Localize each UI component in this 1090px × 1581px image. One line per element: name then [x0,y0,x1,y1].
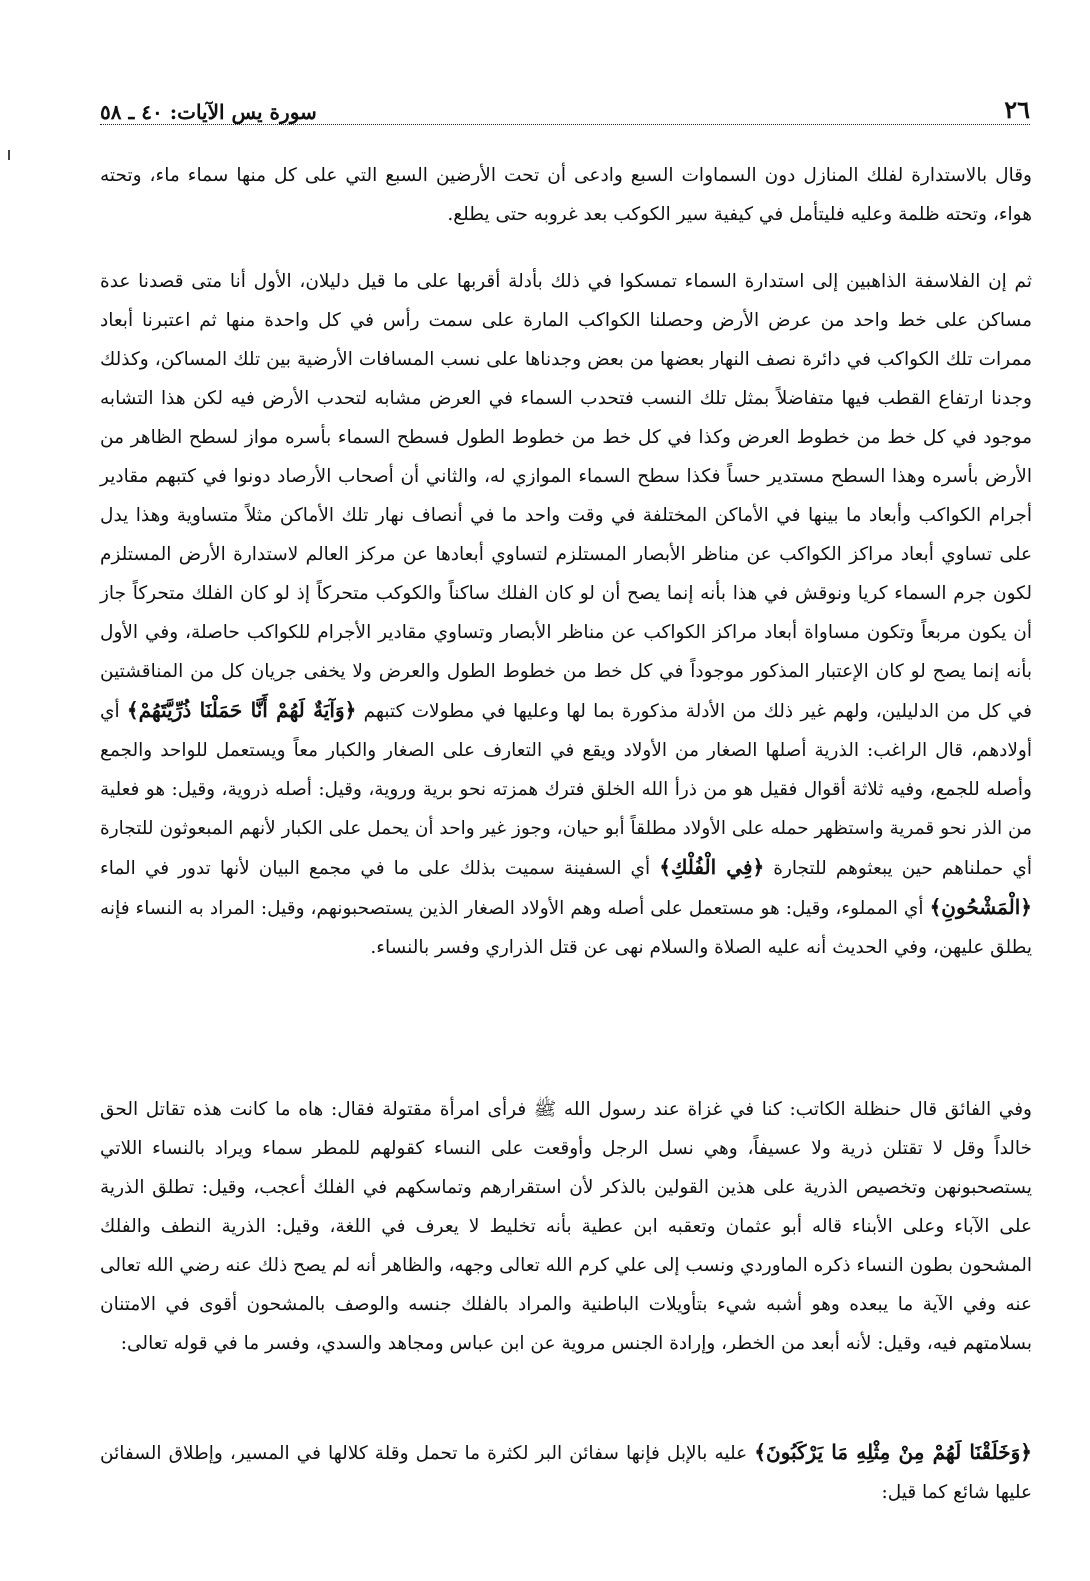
paragraph-3-text: وفي الفائق قال حنظلة الكاتب: كنا في غزاة عند رسول الله ﷺ فرأى امرأة مقتولة فقال: هاه ما كانت هذه تقاتل الحق خالداً وقل لا تقتلن ذرية ولا عسيفاً، وهي نسل الرجل وأوقعت على النساء كقولهم للمطر سماء ويراد بالنساء اللاتي يستصحبونهن وتخصيص الذرية على هذين القولين بالذكر لأن استقرارهم وتماسكهم في الفلك أعجب، وقيل: تطلق الذرية على الآباء وعلى الأبناء قاله أبو عثمان وتعقبه ابن عطية بأنه تخليط لا يعرف في اللغة، وقيل: الذرية النطف والفلك المشحون بطون النساء ذكره الماوردي ونسب إلى علي كرم الله تعالى وجهه، والظاهر أنه لم يصح ذلك عنه رضي الله تعالى عنه وفي الآية ما يبعده وهو أشبه شيء بتأويلات الباطنية والمراد بالفلك جنسه والوصف بالمشحون أقوى في الامتنان بسلامتهم فيه، وقيل: لأنه أبعد من الخطر، وإرادة الجنس مروية عن ابن عباس ومجاهد والسدي، وفسر ما في قوله تعالى: [100,1099,1032,1354]
paragraph-2-part-1: ثم إن الفلاسفة الذاهبين إلى استدارة السماء تمسكوا في ذلك بأدلة أقربها على ما قيل دليلان، الأول أنا متى قصدنا عدة مساكن على خط واحد من عرض الأرض وحصلنا الكواكب المارة على سمت رأس في كل واحدة منها ثم اعتبرنا أبعاد ممرات تلك الكواكب في دائرة نصف النهار بعضها من بعض وجدناها على نسب المسافات الأرضية بين تلك المساكن، وكذلك وجدنا ارتفاع القطب فيها متفاضلاً بمثل تلك النسب فتحدب السماء في العرض مشابه لتحدب الأرض فيه لكن هذا التشابه موجود في كل خط من خطوط العرض وكذا في كل خط من خطوط الطول فسطح السماء بأسره مواز لسطح الظاهر من الأرض بأسره وهذا السطح مستدير حساً فكذا سطح السماء الموازي له، والثاني أن أصحاب الأرصاد دونوا في كتبهم مقادير أجرام الكواكب وأبعاد ما بينها في الأماكن المختلفة في وقت واحد ما في أنصاف نهار تلك الأماكن مثلاً متساوية وهذا يدل على تساوي أبعاد مراكز الكواكب عن مناظر الأبصار المستلزم لتساوي أبعادها عن مركز العالم لاستدارة الأرض المستلزم لكون جرم السماء كريا ونوقش في هذا بأنه إنما يصح أن لو كان الفلك ساكناً والكوكب متحركاً إذ لو كان الفلك متحركاً جاز أن يكون مربعاً وتكون مساواة أبعاد مراكز الكواكب عن مناظر الأبصار وتساوي مقادير الأجرام للكواكب حاصلة، وفي الأول بأنه إنما يصح لو كان الإعتبار المذكور موجوداً في كل خط من خطوط الطول والعرض ولا يخفى جريان كل من المناقشتين في كل من الدليلين، ولهم غير ذلك من الأدلة مذكورة بما لها وعليها في مطولات كتبهم [100,271,1032,722]
paragraph-1 [100,156,1032,234]
quran-verse-2: ﴿فِي الْفُلْكِ﴾ [659,855,765,879]
quran-verse-3: ﴿الْمَشْحُونِ﴾ [929,895,1032,919]
paragraph-1-text: وقال بالاستدارة لفلك المنازل دون السماوات السبع وادعى أن تحت الأرضين السبع التي على كل منها سماء ماء، وتحته هواء، وتحته ظلمة وعليه فليتأمل في كيفية سير الكوكب بعد غروبه حتى يطلع. [100,165,1032,225]
margin-mark [8,150,10,160]
page-header [100,90,1030,125]
quran-verse-1: ﴿وَآيَةٌ لَهُمْ أَنَّا حَمَلْنَا ذُرِّيَّتَهُمْ﴾ [126,698,357,722]
quran-verse-4: ﴿وَخَلَقْنَا لَهُمْ مِنْ مِثْلِهِ مَا يَرْكَبُونَ﴾ [754,1440,1033,1464]
running-title: سورة يس الآيات: ٤٠ ـ ٥٨ [100,100,317,124]
paragraph-2-part-3: أي السفينة سميت بذلك على ما في مجمع البيان لأنها تدور في الماء [100,858,651,879]
paragraph-3 [100,1090,1032,1363]
paragraph-2-text [100,262,1032,967]
paragraph-4-text [100,1433,1032,1512]
paragraph-2 [100,262,1032,967]
paragraph-2-part-2: أي أولادهم، قال الراغب: الذرية أصلها الصغار من الأولاد ويقع في التعارف على الصغار والكبار معاً ويستعمل للواحد والجمع وأصله للجمع، وفيه ثلاثة أقوال فقيل هو من ذرأ الله الخلق فترك همزته نحو برية وروية، وقيل: أصله ذروية، وقيل: هو فعلية من الذر نحو قمرية واستظهر حمله على الأولاد مطلقاً أبو حيان، وجوز غير واحد أن يحمل على الكبار لأنهم المبعوثون للتجارة أي حملناهم حين يبعثوهم للتجارة [100,701,1033,879]
paragraph-4 [100,1433,1032,1512]
paragraph-4-part-1: عليه بالإبل فإنها سفائن البر لكثرة ما تحمل وقلة كلالها في المسير، وإطلاق السفائن عليها شائع كما قيل: [100,1443,1032,1503]
paragraph-2-part-4: أي المملوء، وقيل: هو مستعمل على أصله وهم الأولاد الصغار الذين يستصحبونهم، وقيل: المراد به النساء فإنه يطلق عليهن، وفي الحديث أنه عليه الصلاة والسلام نهى عن قتل الذراري وفسر بالنساء. [100,898,1032,958]
page-number: ٢٦ [1004,95,1030,124]
